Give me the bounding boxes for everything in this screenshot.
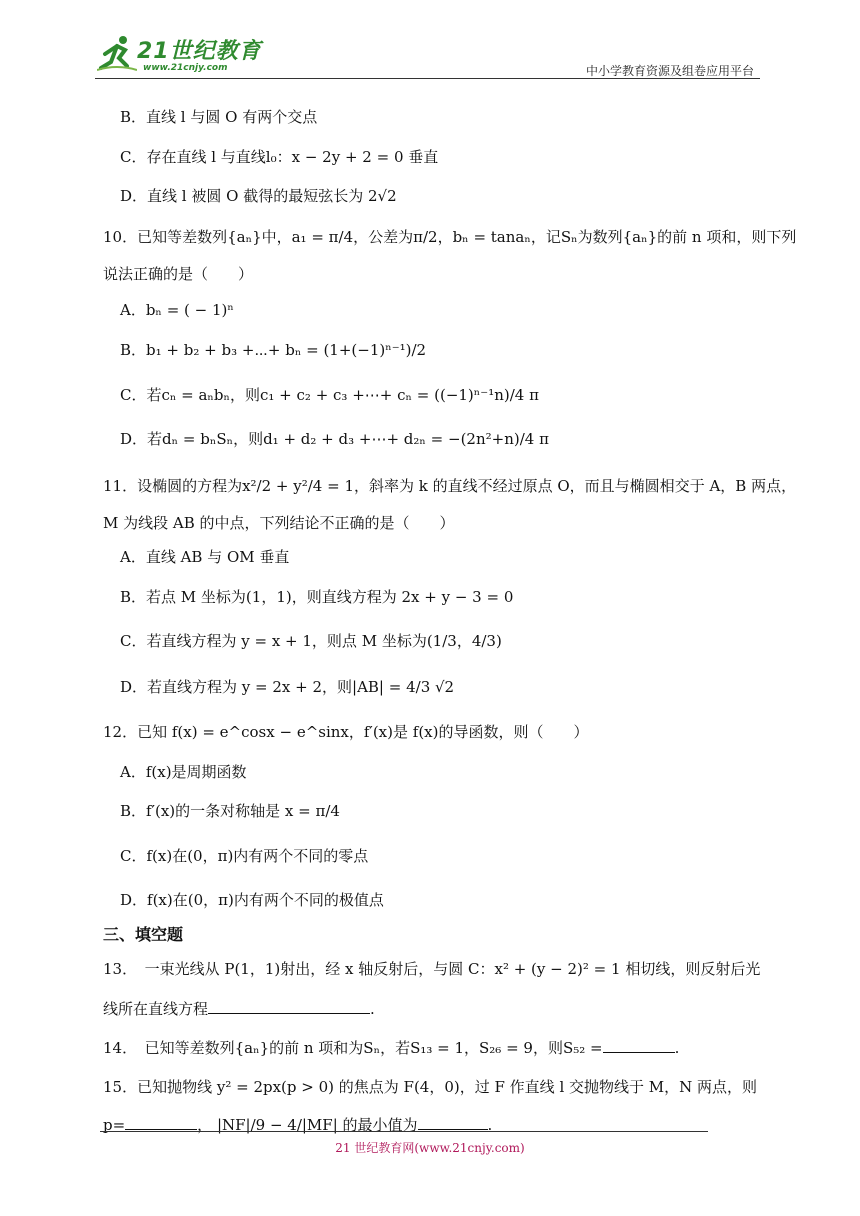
q11-option-c: C．若直线方程为 y = x + 1，则点 M 坐标为(1/3，4/3) [120,632,502,650]
q13-text: 线所在直线方程 [103,1000,209,1018]
q12-option-b: B．f′(x)的一条对称轴是 x = π/4 [120,802,340,820]
q10-stem-line1: 10．已知等差数列{aₙ}中，a₁ = π/4，公差为π/2，bₙ = tanaₙ，记Sₙ为数列{aₙ}的前 n 项和，则下列 [103,228,797,246]
q15-stem-line1: 15．已知抛物线 y² = 2px(p > 0) 的焦点为 F(4，0)，过 F 作直线 l 交抛物线于 M，N 两点，则 [103,1078,758,1096]
q9-option-c: C．存在直线 l 与直线l₀：x − 2y + 2 = 0 垂直 [120,148,439,166]
q12-option-d: D．f(x)在(0，π)内有两个不同的极值点 [120,891,384,909]
q10-option-c: C．若cₙ = aₙbₙ，则c₁ + c₂ + c₃ +⋯+ cₙ = ((−1)ⁿ⁻¹n)/4 π [120,386,539,404]
page-header [95,30,760,80]
q13-answer-blank[interactable] [208,999,370,1014]
logo-text: 21世纪教育 [137,39,262,64]
q14-stem: 14． 已知等差数列{aₙ}的前 n 项和为Sₙ，若S₁₃ = 1，S₂₆ = 9，则S₅₂ = . [103,1039,680,1057]
q12-option-a: A．f(x)是周期函数 [120,763,247,781]
q13-stem-line2: 线所在直线方程 . [103,1000,375,1018]
q9-option-d: D．直线 l 被圆 O 截得的最短弦长为 2√2 [120,187,397,205]
section-fill-in-title: 三、填空题 [103,925,184,944]
q11-stem-line1: 11．设椭圆的方程为x²/2 + y²/4 = 1，斜率为 k 的直线不经过原点 O，而且与椭圆相交于 A，B 两点， [103,477,797,495]
q12-stem: 12．已知 f(x) = e^cosx − e^sinx，f′(x)是 f(x)的导函数，则（ ） [103,723,589,741]
site-logo [95,30,265,76]
header-divider [95,78,760,79]
platform-name: 中小学教育资源及组卷应用平台 [585,64,754,78]
footer-divider [100,1131,708,1132]
q15-answer-blank-p[interactable] [125,1115,197,1130]
q11-stem-line2: M 为线段 AB 的中点，下列结论不正确的是（ ） [103,514,455,532]
q11-option-b: B．若点 M 坐标为(1，1)，则直线方程为 2x + y − 3 = 0 [120,588,514,606]
q14-answer-blank[interactable] [603,1038,675,1053]
q11-option-a: A．直线 AB 与 OM 垂直 [120,548,290,566]
q11-option-d: D．若直线方程为 y = 2x + 2，则|AB| = 4/3 √2 [120,678,455,696]
logo-url: www.21cnjy.com [143,63,228,73]
q15-answer-blank-min[interactable] [418,1115,488,1130]
q10-option-b: B．b₁ + b₂ + b₃ +⋯+ bₙ = (1+(−1)ⁿ⁻¹)/2 [120,341,427,359]
q10-stem-line2: 说法正确的是（ ） [103,265,254,283]
q12-option-c: C．f(x)在(0，π)内有两个不同的零点 [120,847,369,865]
q14-text: 14． 已知等差数列{aₙ}的前 n 项和为Sₙ，若S₁₃ = 1，S₂₆ = 9，则S₅₂ = [103,1039,603,1057]
q10-option-a: A．bₙ = ( − 1)ⁿ [120,301,234,319]
q9-option-b: B．直线 l 与圆 O 有两个交点 [120,108,318,126]
q10-option-d: D．若dₙ = bₙSₙ，则d₁ + d₂ + d₃ +⋯+ d₂ₙ = −(2n²+n)/4 π [120,430,549,448]
q13-stem-line1: 13． 一束光线从 P(1，1)射出，经 x 轴反射后，与圆 C：x² + (y − 2)² = 1 相切线，则反射后光 [103,960,761,978]
q15-text-expr: ， |NF|/9 − 4/|MF| 的最小值为 [197,1116,418,1134]
runner-logo-icon [97,34,137,72]
q15-stem-line2: p= ， |NF|/9 − 4/|MF| 的最小值为 . [103,1116,493,1134]
footer-text: 21 世纪教育网(www.21cnjy.com) [335,1141,525,1155]
q15-text-p: p= [103,1116,126,1134]
